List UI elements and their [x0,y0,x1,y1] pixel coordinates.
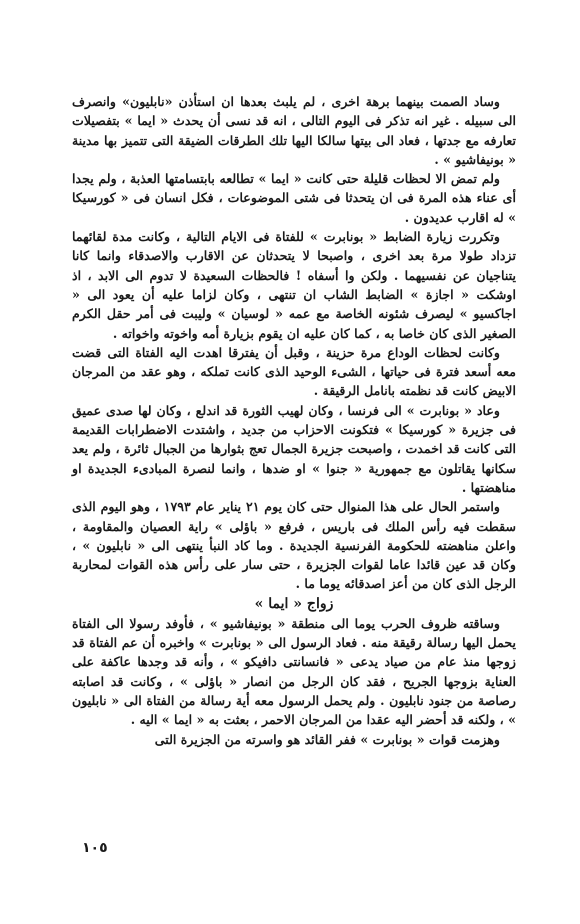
paragraph: وتكررت زيارة الضابط « بونابرت » للفتاة فى الايام التالية ، وكانت مدة لقائهما تزداد طولا مرة بعد اخرى ، واصبحا لا يتحدثان عن الاقارب والاصدقاء وانما كانا يتناجيان عن نفسيهما . ولكن وا أسفاه ! فالحظات السعيدة لا تدوم الى الابد ، اذ اوشكت « اجازة » الضابط الشاب ان تنتهى ، وكان لزاما عليه أن يعود الى « اجاكسيو » ليصرف شئونه الخاصة مع عمه « لوسيان » وليبت فى أمر حقل الكرم الصغير الذى كان خاصا به ، كما كان عليه ان يقوم بزيارة أمه واخوته واخواته . [72,229,516,341]
section-heading: زواج « ايما » [254,595,334,612]
paragraph: وهزمت قوات « بونابرت » ففر القائد هو واسرته من الجزيرة التى [154,731,500,747]
paragraph: ولم تمض الا لحظات قليلة حتى كانت « ايما » تطالعه بابتسامتها العذبة ، ولم يجدا أى عناء هذه المرة فى ان يتحدثا فى شتى الموضوعات ، فكل انسان فى « كورسيكا » له اقارب عديدون . [72,171,516,225]
paragraph: وساد الصمت بينهما برهة اخرى ، لم يلبث بعدها ان استأذن «نابليون» وانصرف الى سبيله . غير انه تذكر فى اليوم التالى ، انه قد نسى أن يحدث « ايما » بتفصيلات تعارفه مع جدتها ، فعاد الى بيتها سالكا اليها تلك الطرقات الضيقة التى تتميز بها مدينة « بونيفاشيو » . [72,94,516,167]
paragraph: وكانت لحظات الوداع مرة حزينة ، وقبل أن يفترقا اهدت اليه الفتاة التى قضت معه أسعد فترة فى حياتها ، الشىء الوحيد الذى كانت تملكه ، وهو عقد من المرجان الابيض كانت قد نظمته بانامل الرقيقة . [72,344,516,399]
paragraph: وساقته ظروف الحرب يوما الى منطقة « بونيفاشيو » ، فأوفد رسولا الى الفتاة يحمل اليها رسالة رقيقة منه . فعاد الرسول الى « بونابرت » واخبره أن عم الفتاة قد زوجها منذ عام من صياد يدعى « فانسانتى دافيكو » ، وأنه قد وجدها عاكفة على العناية بزوجها الجريح ، فقد كان الرجل من انصار « باؤلى » ، وكانت قد اصابته رصاصة من جنود نابليون . ولم يحمل الرسول معه أية رسالة من الفتاة الى « نابليون » ، ولكنه قد أحضر اليه عقدا من المرجان الاحمر ، بعثت به « ايما » اليه . [72,615,516,728]
body-text [72,92,516,749]
paragraph: وعاد « بونابرت » الى فرنسا ، وكان لهيب الثورة قد اندلع ، وكان لها صدى عميق فى جزيرة « كورسيكا » فتكونت الاحزاب من جديد ، واشتدت الاضطرابات القديمة التى كانت قد اخمدت ، واصبحت جزيرة الجمال تعج بثوارها من الجبال ثائرة ، ولم يعد سكانها يقاتلون مع جمهورية « جنوا » او ضدها ، وانما لنصرة المبادىء الجديدة او مناهضتها . [72,402,516,495]
page-number: ١٠٥ [82,840,108,856]
paragraph: واستمر الحال على هذا المنوال حتى كان يوم ٢١ يناير عام ١٧٩٣ ، وهو اليوم الذى سقطت فيه رأس الملك فى باريس ، فرفع « باؤلى » راية العصيان والمقاومة ، واعلن مناهضته للحكومة الفرنسية الجديدة . وما كاد النبأ ينتهى الى « نابليون » ، وكان قد عين قائدا عاما لقوات الجزيرة ، حتى سار على رأس هذه القوات لمحاربة الرجل الذى كان من أعز اصدقائه يوما ما . [72,499,516,592]
